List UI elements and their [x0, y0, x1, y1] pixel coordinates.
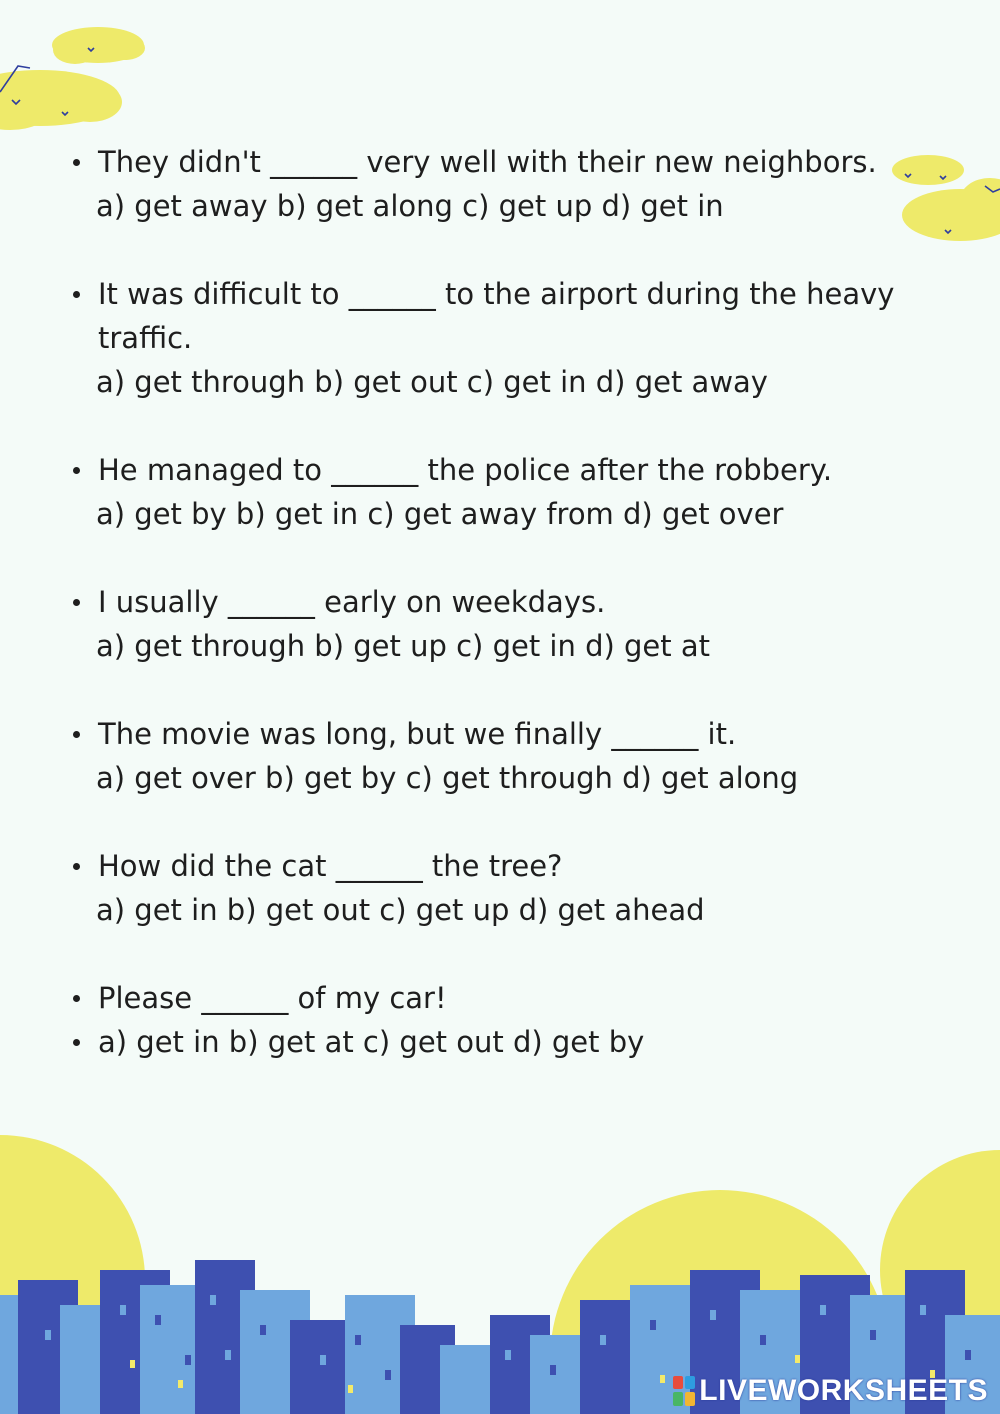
question-text: Please ______ of my car!: [70, 976, 950, 1020]
liveworksheets-logo: [673, 1374, 988, 1408]
question-3: [70, 448, 950, 536]
liveworksheets-logo-icon: [673, 1376, 695, 1406]
question-7: [70, 976, 950, 1064]
question-text: He managed to ______ the police after the robbery.: [70, 448, 950, 492]
worksheet-content: [70, 140, 950, 1108]
question-text: They didn't ______ very well with their new neighbors.: [70, 140, 950, 184]
question-text: The movie was long, but we finally ______ it.: [70, 712, 950, 756]
answer-options: a) get away b) get along c) get up d) get in: [96, 189, 724, 223]
answer-options: a) get in b) get out c) get up d) get ahead: [96, 893, 705, 927]
answer-options: a) get over b) get by c) get through d) get along: [96, 761, 799, 795]
question-text: It was difficult to ______ to the airport during the heavy: [70, 272, 950, 316]
question-text: I usually ______ early on weekdays.: [70, 580, 950, 624]
question-6: [70, 844, 950, 932]
question-4: [70, 580, 950, 668]
question-5: [70, 712, 950, 800]
question-text-continued: traffic.: [98, 321, 193, 355]
question-1: [70, 140, 950, 228]
city-skyline-decoration: [0, 1120, 1000, 1414]
question-2: [70, 272, 950, 404]
answer-options: a) get through b) get up c) get in d) get at: [96, 629, 710, 663]
answer-options: a) get in b) get at c) get out d) get by: [70, 1020, 950, 1064]
answer-options: a) get by b) get in c) get away from d) get over: [96, 497, 784, 531]
logo-text: LIVEWORKSHEETS: [699, 1374, 988, 1407]
answer-options: a) get through b) get out c) get in d) get away: [96, 365, 768, 399]
question-text: How did the cat ______ the tree?: [70, 844, 950, 888]
